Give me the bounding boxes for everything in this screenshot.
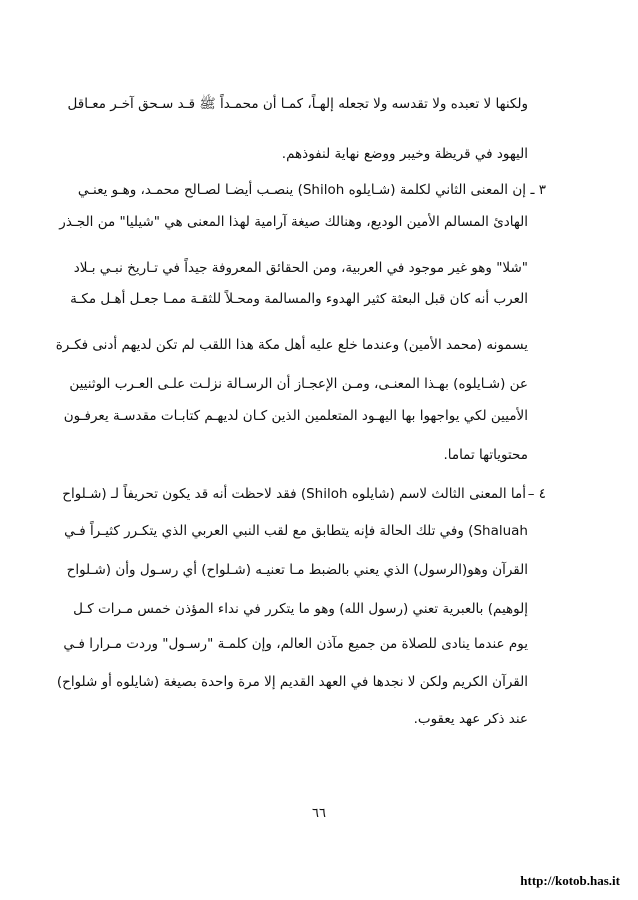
text-line: إن المعنى الثاني لكلمة (شـايلوه Shiloh) ينصـب أيضـا لصـالح محمـد، وهـو يعنـي (77, 182, 526, 198)
text-line: القرآن وهو(الرسول) الذي يعني بالضبط مـا تعنيـه (شـلواح) أي رسـول وأن (شـلواح (66, 562, 528, 578)
page-number: ٦٦ (312, 806, 326, 821)
text-line: إلوهيم) بالعبرية تعني (رسول الله) وهو ما يتكرر في نداء المؤذن خمس مـرات كـل (73, 601, 528, 617)
text-line: عند ذكر عهد يعقوب. (413, 711, 528, 727)
text-line: محتوياتها تماما. (443, 447, 528, 463)
text-line: العرب أنه كان قبل البعثة كثير الهدوء والمسالمة ومحـلاً للثقـة ممـا جعـل أهـل مكـة (70, 291, 528, 307)
text-line: يوم عندما ينادى للصلاة من جميع مآذن العالم، وإن كلمـة "رسـول" وردت مـرارا فـي (63, 636, 528, 652)
text-line: Shaluah) وفي تلك الحالة فإنه يتطابق مع لقب النبي العربي الذي يتكـرر كثيـراً فـي (64, 523, 528, 539)
point-number: ٣ ـ (530, 182, 546, 198)
point-number: ٤ – (527, 486, 546, 502)
text-line: "شلا" وهو غير موجود في العربية، ومن الحقائق المعروفة جيداً في تـاريخ نبـي بـلاد (73, 260, 528, 276)
text-line: الهادئ المسالم الأمين الوديع، وهنالك صيغة آرامية لهذا المعنى هي "شيليا" من الجـذر (59, 214, 528, 230)
text-line: عن (شـايلوه) بهـذا المعنـى، ومـن الإعجـاز أن الرسـالة نزلـت علـى العـرب الوثنيين (69, 376, 528, 392)
text-line: ولكنها لا تعبده ولا تقدسه ولا تجعله إلهـاً، كمـا أن محمـداً ﷺ قـد سـحق آخـر معـاقل (67, 96, 528, 112)
text-line: القرآن الكريم ولكن لا نجدها في العهد القديم إلا مرة واحدة بصيغة (شايلوه أو شلواح) (56, 674, 528, 690)
text-line: يسمونه (محمد الأمين) وعندما خلع عليه أهل مكة هذا اللقب لم تكن لديهم أدنى فكـرة (55, 337, 528, 353)
site-url[interactable]: http://kotob.has.it (520, 873, 620, 888)
text-line: الأميين لكي يواجهوا بها اليهـود المتعلمين الذين كـان لديهـم كتابـات مقدسـة يعرفـون (63, 408, 528, 424)
text-line: اليهود في قريظة وخيبر ووضع نهاية لنفوذهم. (281, 146, 528, 162)
text-line: أما المعنى الثالث لاسم (شايلوه Shiloh) فقد لاحظت أنه قد يكون تحريفاً لـ (شـلواح (62, 486, 526, 502)
